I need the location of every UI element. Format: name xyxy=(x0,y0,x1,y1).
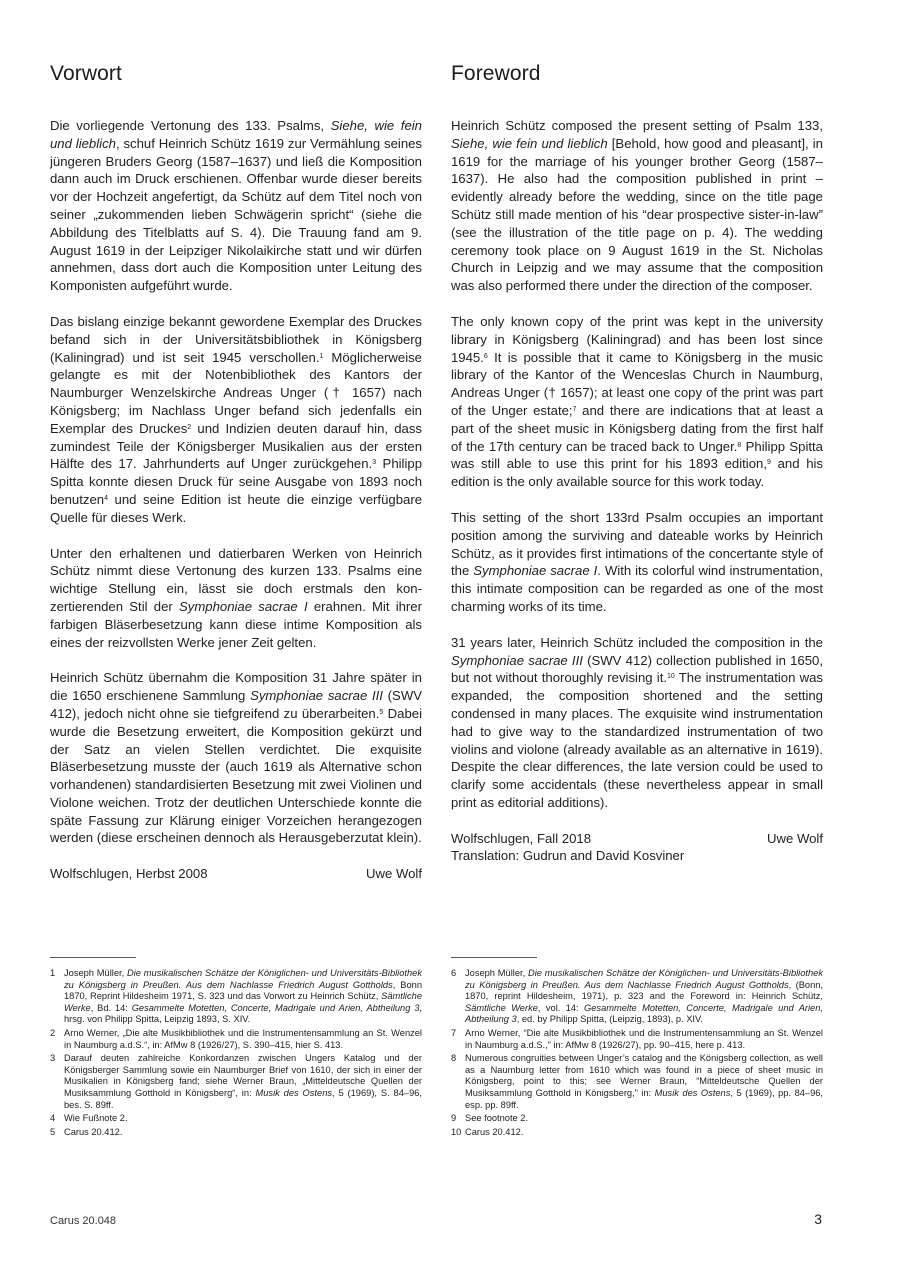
catalog-number: Carus 20.048 xyxy=(50,1215,117,1227)
german-signature xyxy=(50,865,422,883)
footnote xyxy=(50,1113,422,1125)
heading-foreword: Foreword xyxy=(451,62,541,85)
english-place-date: Wolfschlugen, Fall 2018 xyxy=(451,830,592,846)
footnote-number: 3 xyxy=(50,1053,56,1064)
footnote xyxy=(50,1028,422,1051)
page-number: 3 xyxy=(814,1211,822,1227)
footnote xyxy=(451,1028,823,1051)
footnote-number: 9 xyxy=(451,1113,457,1124)
footnote-number: 6 xyxy=(451,968,457,978)
footnote-text: Joseph Müller, Die musikalischen Schätze der Königlichen- und Universitäts-Bibliothek zu Königsberg in Preußen. Aus dem Nachlasse Friedrich August Gottholds, Bonn 1870, Reprint Hildesheim 1971, S. 323 und das Vorwort zu Heinrich Schütz, Sämtliche Werke, Bd. 14: Gesammelte Motetten, Concerte, Madrigale und Arien, Abtheilung 3, hrsg. von Philipp Spitta, Leipzig 1893, S. XIV. xyxy=(64,968,422,1025)
english-footnotes xyxy=(451,968,823,1140)
english-author: Uwe Wolf xyxy=(767,830,823,846)
german-footnotes xyxy=(50,968,422,1140)
footnote-text: Joseph Müller, Die musikalischen Schätze der Königlichen- und Universitäts-Bibliothek zu Königsberg in Preußen. Aus dem Nachlasse Friedrich August Gottholds, (Bonn, 1870, reprint Hildesheim, 1971), p. 323 and the Foreword in: Heinrich Schütz, Sämtliche Werke, vol. 14: Gesammelte Motetten, Concerte, Madrigale und Arien, Abtheilung 3, ed. by Philipp Spitta, (Leipzig, 1893), p. XIV. xyxy=(465,968,823,1025)
footnote-number: 1 xyxy=(50,968,56,978)
german-body xyxy=(50,117,422,883)
german-place-date: Wolfschlugen, Herbst 2008 xyxy=(50,866,208,882)
english-paragraph-3: This setting of the short 133rd Psalm occupies an important position among the surviving and dateable works by Heinrich Schütz, as it provides first intimations of the concertante style of the Symphoniae sacrae I. With its colorful wind instrumentation, this intimate composition can be regarded as one of the most charming works of its time. xyxy=(451,509,823,614)
german-footnote-rule xyxy=(50,957,136,958)
footnote-number: 5 xyxy=(50,1126,56,1137)
footnote-number: 8 xyxy=(451,1053,457,1064)
footnote xyxy=(50,968,422,1026)
footnote-number: 4 xyxy=(50,1113,56,1124)
footnote-text: Carus 20.412. xyxy=(64,1126,123,1137)
german-author: Uwe Wolf xyxy=(366,866,422,882)
german-paragraph-3: Unter den erhaltenen und datierbaren Werken von Heinrich Schütz nimmt diese Vertonung des kurzen 133. Psalms eine wichtige Stellung ein, lässt sie doch erstmals den konzertierenden Stil der Symphoniae sacrae I erahnen. Mit ihrer farbigen Bläserbesetzung kann diese intime Komposition als eines der reizvollsten Werke jener Zeit gelten. xyxy=(50,545,422,650)
footnote-text: Carus 20.412. xyxy=(465,1126,524,1137)
english-paragraph-4: 31 years later, Heinrich Schütz included the composition in the Symphoniae sacrae III (SWV 412) collection published in 1650, but not without thoroughly revising it.$^{10}$ The instrumentation was expanded, the composition shortened and the setting condensed in many places. The exquisite wind instrumentation had to give way to the standardized instrumentation of two violins and violone (already available as an alternative in 1619). Despite the clear differences, the late version could be used to clarify some accidentals (these nevertheless appear in small print as editorial additions). xyxy=(451,634,823,810)
footnote xyxy=(451,1053,823,1111)
footnote-text: Numerous congruities between Unger’s catalog and the Königsberg collection, as well as a Naumburg letter from 1610 which was found in a piece of sheet music in Königsberg, point to this; see Werner Braun, “Mitteldeutsche Quellen der Musiksammlung Gotthold in Königsberg,” in: Musik des Ostens, 5 (1969), pp. 84–96, esp. pp. 89ff. xyxy=(465,1053,824,1110)
footnote xyxy=(451,1113,823,1125)
footnote xyxy=(50,1053,422,1111)
english-paragraph-1: Heinrich Schütz composed the present setting of Psalm 133, Siehe, wie fein und lieblich [Behold, how good and pleasant], in 1619 for the marriage of his younger brother Georg (1587–1637). He also had the composition published in print – evidently already before the wedding, since on the title page Schütz still made mention of his “dear prospective sister-in-law” (see the illustration of the title page on p. 4). The wedding ceremony took place on 9 August 1619 in the St. Nicholas Church in Leipzig and we may assume that the composition was also performed there under the direction of the composer. xyxy=(451,118,823,294)
footnote-text: Arno Werner, „Die alte Musikbibliothek und die Instrumentensammlung an St. Wenzel in Naumburg a.d.S.“, in: AfMw 8 (1926/27), S. 390–415, hier S. 413. xyxy=(64,1027,422,1050)
footnote xyxy=(50,1127,422,1139)
german-paragraph-1: Die vorliegende Vertonung des 133. Psalms, Siehe, wie fein und lieblich, schuf Heinrich Schütz 1619 zur Vermählung seines jüngeren Bruders Georg (1587–1637) und ließ die Komposition dann auch im Druck erschienen. Offenbar wurde dieser bereits vor der Hochzeit angefertigt, da Schütz auf dem Titel noch von seiner „zukommenden lieben Schwägerin spricht“ (siehe die Abbildung des Titelblatts auf S. 4). Die Trauung fand am 9. August 1619 in der Leipziger Nikolaikirche statt und wir dürfen annehmen, dass dort auch die Komposition unter Leitung des Komponisten aufgeführt wurde. xyxy=(50,118,423,294)
english-signature xyxy=(451,830,823,848)
german-paragraph-2: Das bislang einzige bekannt gewordene Exemplar des Druckes befand sich in der Universitätsbibliothek in Königsberg (Kaliningrad) und ist seit 1945 verschollen.$^1$ Möglicherweise gelangte es mit der Notenbibliothek des Kantors der Naumburger Wenzelskirche Andreas Unger († 1657) nach Königsberg; im Nachlass Unger befand sich jedenfalls ein Exemplar des Druckes$^2$ und Indizien deuten darauf hin, dass zumindest Teile der Königsberger Musikalien aus der ersten Hälfte des 17. Jahrhunderts auf Unger zurückgehen.$^3$ Philipp Spitta konnte diesen Druck für seine Ausgabe von 1893 noch benutzen$^4$ und seine Edition ist heute die einzige verfügbare Quelle für dieses Werk. xyxy=(50,313,422,525)
footnote xyxy=(451,1127,823,1139)
footnote-number: 7 xyxy=(451,1027,457,1038)
heading-vorwort: Vorwort xyxy=(50,62,122,85)
footnote-text: Darauf deuten zahlreiche Konkordanzen zwischen Ungers Katalog und der Königsberger Sammlung sowie ein Naumburger Brief von 1610, der sich in einer der Musikalien in Königsberg fand; siehe Werner Braun, „Mitteldeutsche Quellen der Musiksammlung Gotthold in Königsberg“, in: Musik des Ostens, 5 (1969), S. 84–96, bes. S. 89ff. xyxy=(64,1053,422,1110)
footnote-number: 10 xyxy=(451,1126,462,1137)
page-footer xyxy=(50,1211,822,1227)
footnote-text: Arno Werner, “Die alte Musikbibliothek und die Instrumentensammlung an St. Wenzel in Naumburg a.d.S.,” in: AfMw 8 (1926/27), pp. 90–415, here p. 413. xyxy=(465,1027,823,1050)
footnote xyxy=(451,968,823,1026)
english-paragraph-2: The only known copy of the print was kept in the university library in Königsberg (Kaliningrad) and has been lost since 1945.$^6$ It is possible that it came to Königsberg in the music library of the Kantor of the Wenceslas Church in Naumburg, Andreas Unger († 1657); at least one copy of the print was part of the Unger estate;$^7$ and there are indications that at least a part of the sheet music in Königsberg dating from the first half of the 17th century can be traced back to Unger.$^8$ Philipp Spitta was still able to use this print for his 1893 edition,$^9$ and his edition is the only available source for this work today. xyxy=(451,313,824,490)
footnote-text: See footnote 2. xyxy=(465,1113,529,1124)
footnote-number: 2 xyxy=(50,1027,56,1038)
english-footnote-rule xyxy=(451,957,537,958)
english-body xyxy=(451,117,823,865)
footnote-text: Wie Fußnote 2. xyxy=(64,1113,128,1124)
german-paragraph-4: Heinrich Schütz übernahm die Komposition 31 Jahre später in die 1650 erschienene Sammlung Symphoniae sacrae III (SWV 412), jedoch nicht ohne sie tiefgreifend zu überarbeiten.$^5$ Dabei wurde die Besetzung erweitert, die Komposition gekürzt und der Satz an vielen Stellen verdichtet. Die exquisite Bläserbesetzung musste der (auch 1619 als Alternative schon vorhandenen) standardisierten Besetzung mit zwei Violinen und Violone weichen. Trotz der deutlichen Unterschiede konnte die späte Fassung zur Klärung einiger Vorzeichen herangezogen werden (diese erscheinen dennoch als Herausgeberzutat klein). xyxy=(50,670,422,846)
translation-credit: Translation: Gudrun and David Kosviner xyxy=(451,848,685,864)
